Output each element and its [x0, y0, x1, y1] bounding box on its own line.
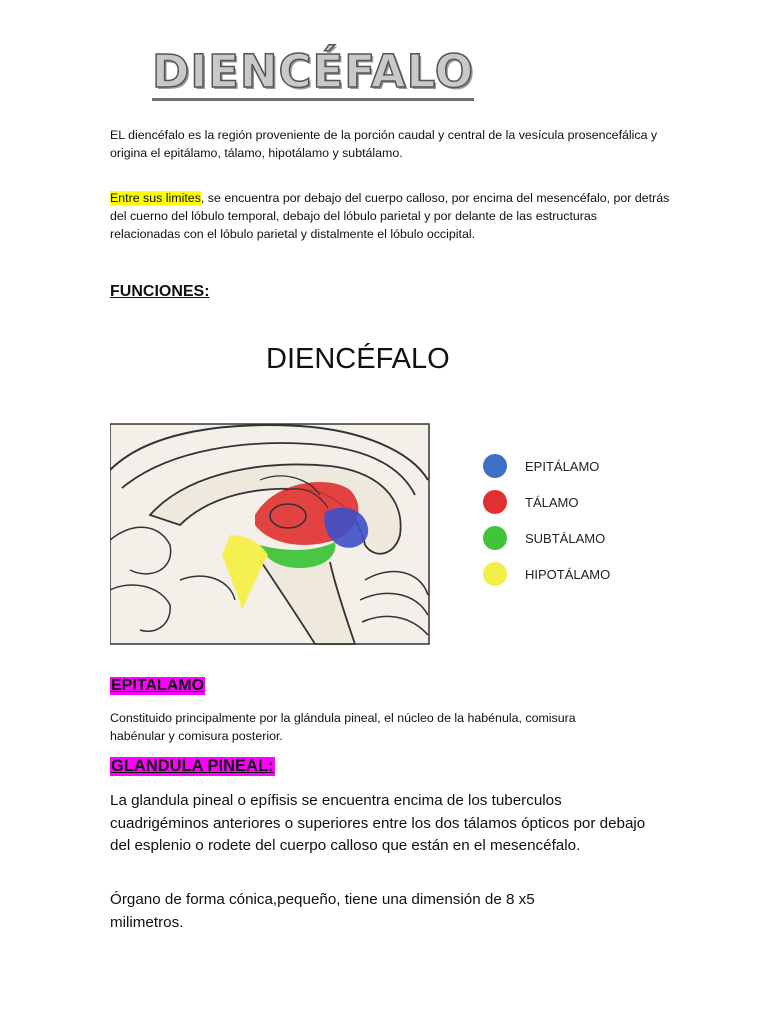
glandula-paragraph-2: Órgano de forma cónica,pequeño, tiene una dimensión de 8 x5 milimetros.	[110, 891, 535, 931]
legend-label-epitalamo: EPITÁLAMO	[525, 459, 600, 474]
brain-illustration	[110, 424, 429, 644]
page-title: DIENCÉFALO	[152, 46, 474, 101]
limits-text: , se encuentra por debajo del cuerpo calloso, por encima del mesencéfalo, por detrás del cuerno del lóbulo temporal, debajo del lóbulo parietal y por delante de las estructuras relacionadas con el lóbulo parietal y distalmente el lóbulo occipital.	[110, 191, 670, 241]
glandula-pineal-heading: GLANDULA PINEAL:	[111, 757, 274, 775]
figure-legend	[483, 454, 610, 586]
legend-swatch-subtalamo	[483, 526, 507, 550]
diencephalon-figure	[110, 330, 630, 646]
legend-swatch-hipotalamo	[483, 562, 507, 586]
legend-swatch-talamo	[483, 490, 507, 514]
limits-paragraph	[110, 189, 670, 243]
intro-paragraph: EL diencéfalo es la región proveniente de la porción caudal y central de la vesícula prosencefálica y origina el epitálamo, tálamo, hipotálamo y subtálamo.	[110, 128, 658, 160]
legend-label-hipotalamo: HIPOTÁLAMO	[525, 567, 611, 582]
figure-title: DIENCÉFALO	[266, 343, 450, 375]
epitalamo-heading: EPITALAMO	[111, 677, 205, 694]
legend-swatch-epitalamo	[483, 454, 507, 478]
legend-label-subtalamo: SUBTÁLAMO	[525, 531, 606, 546]
limits-highlight: Entre sus limites	[110, 191, 201, 205]
epitalamo-paragraph: Constituido principalmente por la glándula pineal, el núcleo de la habénula, comisura habénular y comisura posterior.	[110, 711, 576, 743]
legend-label-talamo: TÁLAMO	[525, 495, 579, 510]
funciones-heading: FUNCIONES:	[110, 283, 210, 300]
glandula-paragraph-1: La glandula pineal o epífisis se encuentra encima de los tuberculos cuadrigéminos anteriores o superiores entre los dos tálamos ópticos por debajo del esplenio o rodete del cuerpo calloso que están en el mesencéfalo.	[110, 792, 646, 854]
